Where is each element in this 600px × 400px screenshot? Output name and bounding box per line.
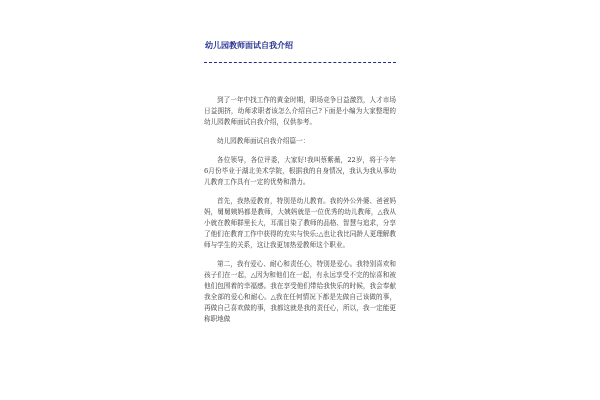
paragraph-greeting: 各位领导，各位评委，大家好!我叫蔡紫薇，22岁，将于今年6月份毕业于湖北美术学院，根据我的自身情况，我认为我从事幼儿教育工作具有一定的优势和潜力。 xyxy=(204,156,396,186)
section-heading: 幼儿园教师面试自我介绍篇一： xyxy=(217,137,310,145)
document-body xyxy=(204,95,396,333)
document-title: 幼儿园教师面试自我介绍 xyxy=(205,41,293,50)
paragraph-intro: 到了一年中找工作的黄金时期，职场竞争日益激烈，人才市场日益拥挤，幼师求职者该怎么介绍自己?下面是小编为大家整理的幼儿园教师面试自我介绍，仅供参考。 xyxy=(204,96,396,126)
title-divider xyxy=(204,62,396,63)
paragraph-first: 首先，我热爱教育，特别是幼儿教育。我的外公外婆、爸爸妈妈，舅舅姨妈都是教师，大姨妈就是一位优秀的幼儿教师，△我从小就在教师群里长大，耳濡目染了教师的品格、智慧与追求，分享了他们在教育工作中获得的充实与快乐;△也让我比同龄人更理解教师与学生的关系，这让我更加热爱教师这个职业。 xyxy=(204,197,396,249)
paragraph-second: 第二，我有爱心、耐心和责任心，特别是爱心。我特别喜欢和孩子们在一起，△因为和他们在一起，有永远享受不完的惊喜和被他们包围着的幸福感。我在享受他们带给我快乐的时候，我会奉献我全部的爱心和耐心。△我在任何情况下都是先做自己该做的事，再做自己喜欢做的事，我都这就是我的责任心，所以，我一定能更称职地做 xyxy=(204,260,396,323)
